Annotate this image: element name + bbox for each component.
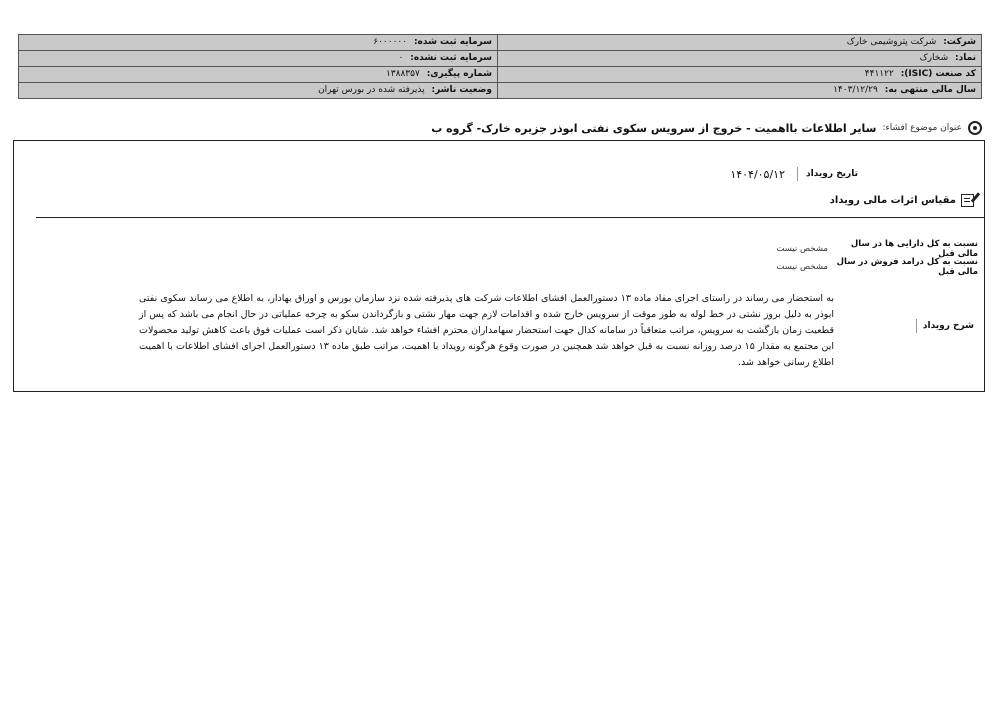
event-description-label: شرح رویداد bbox=[916, 319, 974, 333]
symbol-value: شخارک bbox=[919, 53, 949, 63]
company-value: شرکت پتروشیمی خارک bbox=[846, 37, 937, 47]
company-label: شرکت: bbox=[943, 37, 976, 47]
subject-label: عنوان موضوع افشاء: bbox=[882, 123, 962, 133]
ratio-assets-row bbox=[776, 239, 978, 259]
disclosure-subject bbox=[42, 120, 982, 136]
event-date-row bbox=[730, 167, 858, 181]
tracking-number-value: ۱۳۸۸۳۵۷ bbox=[385, 69, 420, 79]
info-row-company bbox=[19, 35, 982, 51]
symbol-label: نماد: bbox=[954, 53, 976, 63]
edit-note-icon bbox=[961, 194, 974, 207]
financial-impact-title bbox=[830, 194, 974, 207]
unregistered-capital-value: ۰ bbox=[398, 53, 404, 63]
registered-capital-value: ۶۰۰۰۰۰۰ bbox=[373, 37, 408, 47]
company-info-table bbox=[18, 34, 982, 99]
financial-impact-title-text: مقیاس اثرات مالی رویداد bbox=[829, 195, 956, 206]
ratio-revenue-value: مشخص نیست bbox=[776, 262, 828, 272]
ratio-assets-value: مشخص نیست bbox=[776, 244, 828, 254]
section-divider bbox=[36, 217, 984, 218]
registered-capital-label: سرمایه ثبت شده: bbox=[413, 37, 492, 47]
event-date-value: ۱۴۰۴/۰۵/۱۲ bbox=[730, 167, 785, 181]
subject-text: سایر اطلاعات بااهمیت - خروج از سرویس سکوی نفتی ابوذر جزیره خارک- گروه ب bbox=[431, 121, 877, 135]
ratio-revenue-row bbox=[776, 257, 978, 277]
fiscal-year-label: سال مالی منتهی به: bbox=[884, 85, 976, 95]
info-row-isic bbox=[19, 67, 982, 83]
info-row-fiscal-year bbox=[19, 83, 982, 99]
ratio-assets-label: نسبت به کل دارایی ها در سال مالی قبل bbox=[850, 239, 978, 259]
ratio-revenue-label: نسبت به کل درامد فروش در سال مالی قبل bbox=[836, 257, 978, 277]
tracking-number-label: شماره پیگیری: bbox=[426, 69, 492, 79]
event-details-box bbox=[13, 140, 985, 392]
fiscal-year-value: ۱۴۰۳/۱۲/۲۹ bbox=[833, 85, 878, 95]
event-description-text: به استحضار می رساند در راستای اجرای مفاد ماده ۱۳ دستورالعمل افشای اطلاعات شرکت های پذیرفته شده نزد سازمان بورس و اوراق بهادار، به اطلاع می رساند سکوی نفتی ابوذر به دلیل بروز نشتی در خط لوله به طور موقت از سرویس خارج شده و اقدامات لازم جهت مهار نشتی و بازگرداندن سکو به چرخه عملیاتی در حال انجام می باشد که پس از قطعیت زمان بازگشت به سرویس، مراتب متعاقباً در سامانه کدال جهت استحضار سهامداران محترم افشاء خواهد شد. شایان ذکر است عملیات فوق باعث کاهش تولید محصولات این مجتمع به مقدار ۱۵ درصد روزانه نسبت به قبل خواهد شد همچنین در صورت وقوع هرگونه رویداد با اهمیت، مراتب طبق ماده ۱۳ دستورالعمل اجرای افشای اطلاعات با اهمیت اطلاع رسانی خواهد شد. bbox=[139, 293, 834, 368]
event-date-label: تاریخ رویداد bbox=[797, 167, 858, 181]
publisher-status-label: وضعیت ناشر: bbox=[431, 85, 492, 95]
publisher-status-value: پذیرفته شده در بورس تهران bbox=[318, 85, 425, 95]
unregistered-capital-label: سرمایه ثبت نشده: bbox=[410, 53, 492, 63]
info-row-symbol bbox=[19, 51, 982, 67]
isic-value: ۴۴۱۱۲۲ bbox=[864, 69, 894, 79]
target-icon bbox=[968, 121, 982, 135]
isic-label: کد صنعت (ISIC): bbox=[900, 69, 976, 79]
